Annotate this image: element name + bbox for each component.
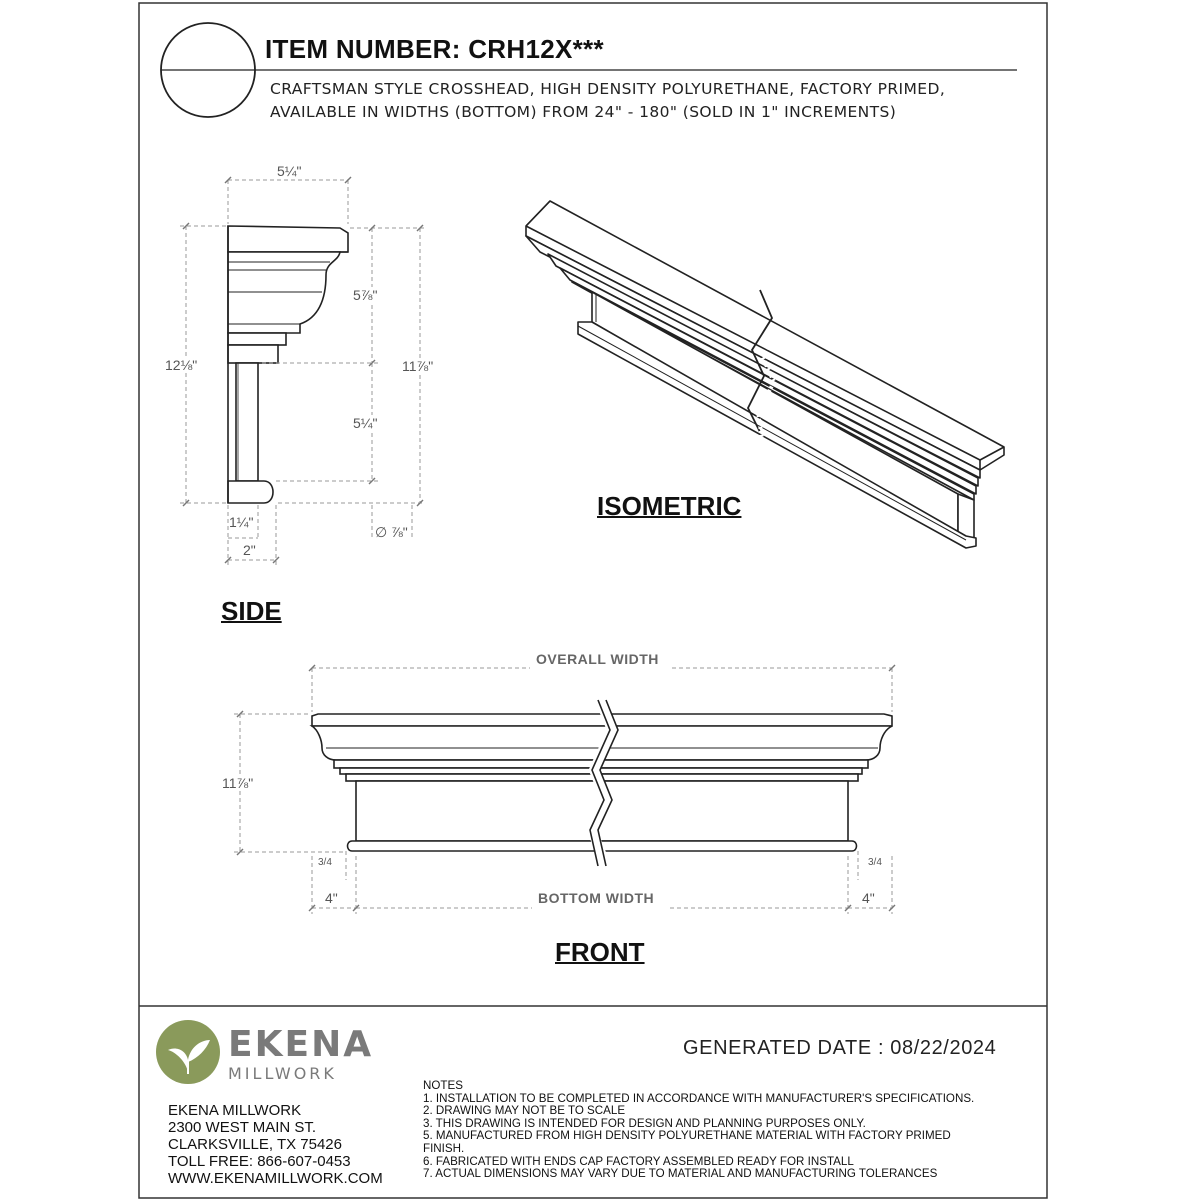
note-item: 1. INSTALLATION TO BE COMPLETED IN ACCORDANCE WITH MANUFACTURER'S SPECIFICATIONS. [423, 1091, 975, 1105]
company-line: EKENA MILLWORK [168, 1102, 302, 1119]
company-line: 2300 WEST MAIN ST. [168, 1119, 317, 1136]
description-line-2: AVAILABLE IN WIDTHS (BOTTOM) FROM 24" - 180" (SOLD IN 1" INCREMENTS) [270, 103, 897, 121]
side-base-depth-label: 2" [243, 542, 256, 558]
note-item: FINISH. [423, 1141, 465, 1155]
side-view-drawing [228, 226, 348, 503]
overall-width-label: OVERALL WIDTH [536, 651, 659, 667]
item-number-title: ITEM NUMBER: CRH12X*** [265, 34, 604, 64]
isometric-view-label: ISOMETRIC [597, 491, 742, 521]
notes-title: NOTES [423, 1079, 463, 1092]
side-diameter-label: ∅ ⅞" [375, 524, 408, 540]
ekena-leaf-logo-icon [156, 1020, 220, 1084]
side-top-width-label: 5¼" [274, 163, 304, 179]
note-item: 5. MANUFACTURED FROM HIGH DENSITY POLYURETHANE MATERIAL WITH FACTORY PRIMED [423, 1129, 951, 1143]
left-fraction-label: 3/4 [318, 857, 332, 868]
side-upper-height-label: 5⅞" [353, 287, 378, 303]
company-line: WWW.EKENAMILLWORK.COM [168, 1170, 383, 1187]
right-fraction-label: 3/4 [868, 857, 882, 868]
brand-subtitle: MILLWORK [228, 1064, 337, 1083]
notes-block [423, 1080, 974, 1181]
company-address-block [168, 1102, 383, 1187]
note-item: 2. DRAWING MAY NOT BE TO SCALE [423, 1104, 626, 1118]
company-line: CLARKSVILLE, TX 75426 [168, 1136, 342, 1153]
generated-date: GENERATED DATE : 08/22/2024 [683, 1037, 997, 1059]
left-return-label: 4" [325, 890, 338, 906]
right-return-label: 4" [862, 890, 875, 906]
note-item: 6. FABRICATED WITH ENDS CAP FACTORY ASSEMBLED READY FOR INSTALL [423, 1154, 854, 1168]
brand-name: EKENA [228, 1024, 374, 1065]
side-right-height-label: 11⅞" [402, 358, 434, 374]
company-line: TOLL FREE: 866-607-0453 [168, 1153, 351, 1170]
front-view-label: FRONT [555, 937, 645, 967]
note-item: 3. THIS DRAWING IS INTENDED FOR DESIGN AND PLANNING PURPOSES ONLY. [423, 1116, 866, 1130]
side-lower-height-label: 5¼" [353, 415, 378, 431]
side-pilaster-depth-label: 1¼" [229, 514, 254, 530]
description-line-1: CRAFTSMAN STYLE CROSSHEAD, HIGH DENSITY POLYURETHANE, FACTORY PRIMED, [270, 80, 946, 98]
side-view-label: SIDE [221, 596, 282, 626]
side-total-height-label: 12⅛" [165, 357, 198, 373]
bottom-width-label: BOTTOM WIDTH [538, 890, 655, 906]
note-item: 7. ACTUAL DIMENSIONS MAY VARY DUE TO MATERIAL AND MANUFACTURING TOLERANCES [423, 1167, 938, 1181]
front-height-label: 11⅞" [222, 775, 254, 791]
